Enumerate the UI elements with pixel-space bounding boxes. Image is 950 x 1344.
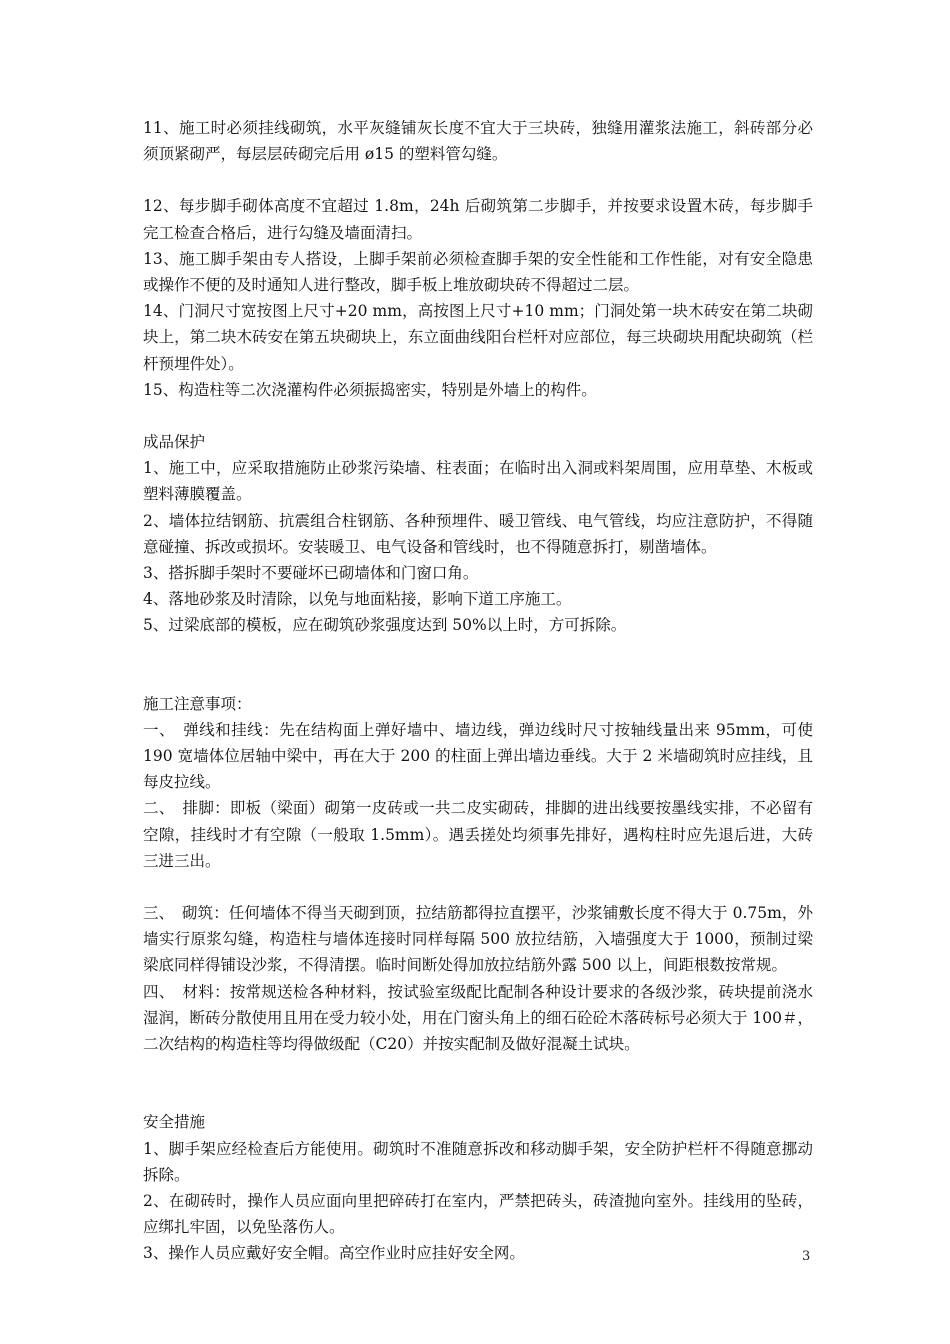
list-item: 13、施工脚手架由专人搭设，上脚手架前必须检查脚手架的安全性能和工作性能，对有安全隐患或操作不便的及时通知人进行整改，脚手板上堆放砌块砖不得超过二层。 bbox=[143, 249, 813, 295]
list-item: 1、脚手架应经检查后方能使用。砌筑时不准随意拆改和移动脚手架，安全防护栏杆不得随意挪动拆除。 bbox=[143, 1139, 813, 1184]
list-item: 4、落地砂浆及时清除，以免与地面粘接，影响下道工序施工。 bbox=[143, 590, 572, 609]
list-item: 三、 砌筑：任何墙体不得当天砌到顶，拉结筋都得拉直摆平，沙浆铺敷长度不得大于 0.75m，外墙实行原浆勾缝，构造柱与墙体连接时同样每隔 500 放拉结筋，入墙强度大于 1000，预制过梁梁底同样得铺设沙浆，不得清摆。临时间断处得加放拉结筋外露 500 以上，间距根数按常规。 bbox=[143, 904, 813, 975]
list-item: 3、搭拆脚手架时不要碰坏已砌墙体和门窗口角。 bbox=[143, 564, 479, 583]
list-item: 四、 材料：按常规送检各种材料，按试验室级配比配制各种设计要求的各级沙浆，砖块提前浇水湿润，断砖分散使用且用在受力较小处，用在门窗头角上的细石砼砼木落砖标号必须大于 100＃，二次结构的构造柱等均得做级配（C20）并按实配制及做好混凝土试块。 bbox=[143, 982, 814, 1054]
list-item: 14、门洞尺寸宽按图上尺寸+20 mm，高按图上尺寸+10 mm；门洞处第一块木砖安在第二块砌块上，第二块木砖安在第五块砌块上，东立面曲线阳台栏杆对应部位，每三块砌块用配块砌筑（栏杆预埋件处）。 bbox=[143, 302, 813, 373]
list-item: 2、在砌砖时，操作人员应面向里把碎砖打在室内，严禁把砖头，砖渣抛向室外。挂线用的坠砖，应绑扎牢固，以免坠落伤人。 bbox=[143, 1191, 813, 1237]
section-heading-protection: 成品保护 bbox=[143, 433, 206, 452]
document-body bbox=[143, 115, 813, 1267]
list-item: 一、 弹线和挂线：先在结构面上弹好墙中、墙边线，弹边线时尺寸按轴线量出来 95mm，可使 190 宽墙体位居轴中梁中，再在大于 200 的柱面上弹出墙边垂线。大于 2 米墙砌筑时应挂线，且每皮拉线。 bbox=[143, 720, 813, 792]
list-item: 12、每步脚手砌体高度不宜超过 1.8m，24h 后砌筑第二步脚手，并按要求设置木砖，每步脚手完工检查合格后，进行勾缝及墙面清扫。 bbox=[143, 197, 813, 242]
list-item: 3、操作人员应戴好安全帽。高空作业时应挂好安全网。 bbox=[143, 1244, 525, 1263]
list-item: 2、墙体拉结钢筋、抗震组合柱钢筋、各种预埋件、暖卫管线、电气管线，均应注意防护，不得随意碰撞、拆改或损坏。安装暖卫、电气设备和管线时，也不得随意拆打，剔凿墙体。 bbox=[143, 511, 813, 556]
list-item: 5、过梁底部的模板，应在砌筑砂浆强度达到 50%以上时，方可拆除。 bbox=[143, 616, 627, 635]
section-heading-notes: 施工注意事项： bbox=[143, 694, 252, 713]
list-item: 11、施工时必须挂线砌筑，水平灰缝铺灰长度不宜大于三块砖，独缝用灌浆法施工，斜砖部分必须顶紧砌严，每层层砖砌完后用 ø15 的塑料管勾缝。 bbox=[143, 119, 813, 164]
section-heading-safety: 安全措施 bbox=[143, 1113, 206, 1132]
list-item: 1、施工中，应采取措施防止砂浆污染墙、柱表面；在临时出入洞或料架周围，应用草垫、木板或塑料薄膜覆盖。 bbox=[143, 459, 813, 504]
list-item: 15、构造柱等二次浇灌构件必须振捣密实，特别是外墙上的构件。 bbox=[143, 380, 597, 399]
page-number: 3 bbox=[802, 1249, 811, 1264]
list-item: 二、 排脚：即板（梁面）砌第一皮砖或一共二皮实砌砖，排脚的进出线要按墨线实排，不必留有空隙，挂线时才有空隙（一般取 1.5mm）。遇丢搓处均须事先排好，遇构柱时应先退后进，大砖三进三出。 bbox=[143, 799, 813, 870]
